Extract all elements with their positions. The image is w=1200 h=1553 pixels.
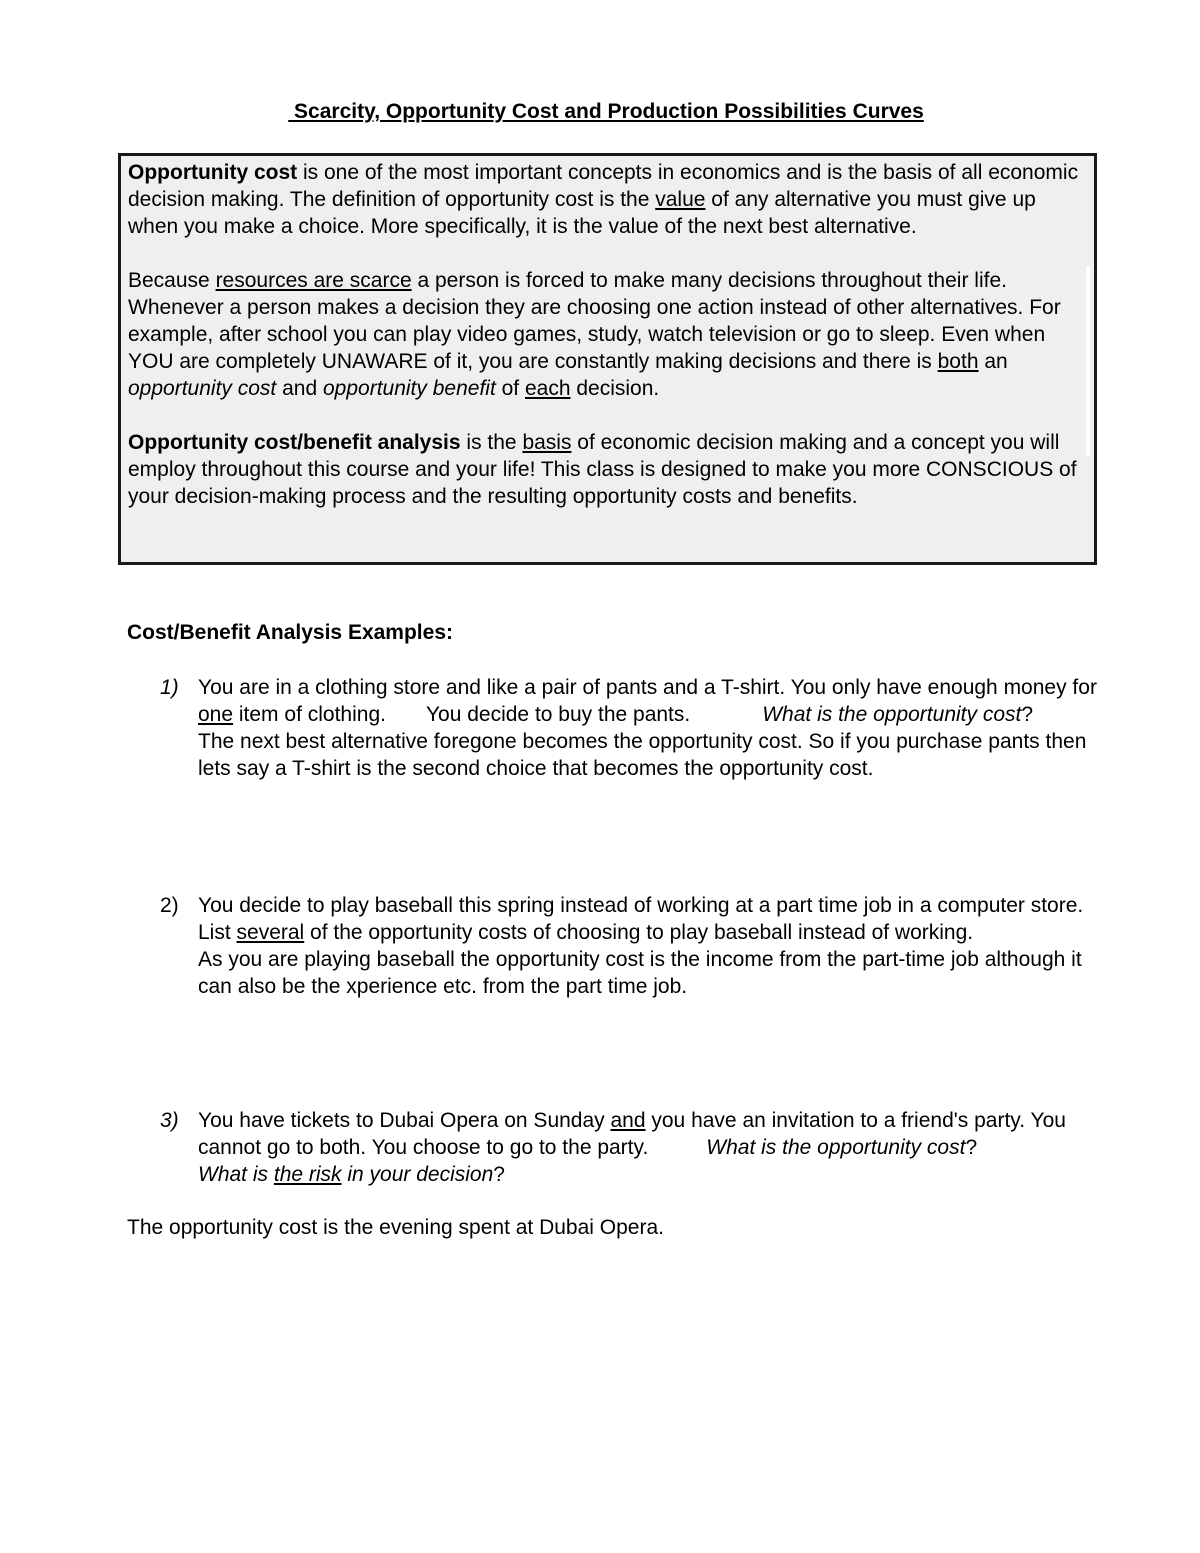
text-run: You decide to play baseball this spring instead of working at a part time job in a computer store. List: [198, 894, 1084, 944]
question-risk-text: in your decision: [341, 1163, 494, 1186]
underlined-the-risk: the risk: [273, 1163, 342, 1186]
question-mark: ?: [965, 1136, 978, 1159]
example-body: [198, 674, 1098, 782]
text-run: of the opportunity costs of choosing to play baseball instead of working.: [304, 921, 974, 944]
text-run: of: [495, 377, 525, 401]
scarcity-paragraph: [128, 267, 1090, 403]
question-risk-text: What is: [198, 1163, 274, 1186]
definition-paragraph: [128, 159, 1090, 241]
text-run: and: [276, 377, 323, 401]
underlined-both: both: [937, 350, 979, 374]
italic-opportunity-benefit: opportunity benefit: [322, 377, 496, 401]
term-cost-benefit-analysis: Opportunity cost/benefit analysis: [128, 430, 461, 454]
example-number: 2): [160, 894, 179, 917]
example-2-answer: As you are playing baseball the opportunity cost is the income from the part-time job although it can also be the xperience etc. from the part time job.: [198, 948, 1082, 998]
text-run: Because: [128, 268, 216, 292]
text-run: you have an invitation to a friend's party. You cannot go to both. You choose to go to the party.: [198, 1109, 1066, 1159]
example-number: 3): [160, 1109, 179, 1132]
example-body: [198, 1107, 1098, 1188]
analysis-paragraph: [128, 429, 1090, 511]
text-run: You are in a clothing store and like a pair of pants and a T-shirt. You only have enough money for: [198, 676, 1097, 699]
underlined-and: and: [610, 1109, 646, 1132]
example-1-answer: The next best alternative foregone becomes the opportunity cost. So if you purchase pants then lets say a T-shirt is the second choice that becomes the opportunity cost.: [198, 730, 1087, 780]
underlined-one: one: [198, 703, 234, 726]
definition-box-content: [128, 159, 1090, 510]
underlined-value: value: [655, 188, 706, 212]
underlined-several: several: [236, 921, 305, 944]
example-number: 1): [160, 676, 179, 699]
term-opportunity-cost: Opportunity cost: [128, 161, 298, 184]
text-run: an: [978, 350, 1008, 374]
text-run: You have tickets to Dubai Opera on Sunday: [198, 1109, 611, 1132]
question-opportunity-cost: What is the opportunity cost: [762, 703, 1022, 726]
italic-opportunity-cost: opportunity cost: [128, 377, 277, 401]
question-opportunity-cost: What is the opportunity cost: [706, 1136, 966, 1159]
definition-box: [118, 153, 1097, 565]
question-mark: ?: [493, 1163, 505, 1186]
question-mark: ?: [1021, 703, 1034, 726]
text-run: is one of the most important concepts in economics and is the basis of all economic decision making. The definition of opportunity cost is the: [128, 161, 1079, 212]
examples-heading: Cost/Benefit Analysis Examples:: [127, 621, 453, 644]
text-run: decision.: [570, 377, 660, 401]
underlined-resources-scarce: resources are scarce: [215, 268, 412, 292]
underlined-basis: basis: [522, 430, 572, 454]
text-run: a person is forced to make many decisions throughout their life. Whenever a person makes a decision they are choosing one action instead of other alternatives. For example, after school you can play video games, study, watch television or go to sleep. Even when YOU are completely UNAWARE of it, you are constantly making decisions and there is: [128, 268, 1061, 374]
text-run: of economic decision making and a concept you will employ throughout this course and your life! This class is designed to make you more CONSCIOUS of your decision-making process and the resulting opportunity costs and benefits.: [128, 430, 1077, 509]
document-title: Scarcity, Opportunity Cost and Production Possibilities Curves: [288, 100, 924, 123]
text-run: You decide to buy the pants.: [425, 703, 691, 726]
example-body: [198, 892, 1098, 1000]
final-answer: The opportunity cost is the evening spent at Dubai Opera.: [127, 1216, 664, 1239]
underlined-each: each: [524, 377, 571, 401]
text-run: item of clothing.: [233, 703, 386, 726]
text-run: is the: [460, 430, 523, 454]
text-run: of any alternative you must give up when you make a choice. More specifically, it is the value of the next best alternative.: [128, 188, 1036, 239]
